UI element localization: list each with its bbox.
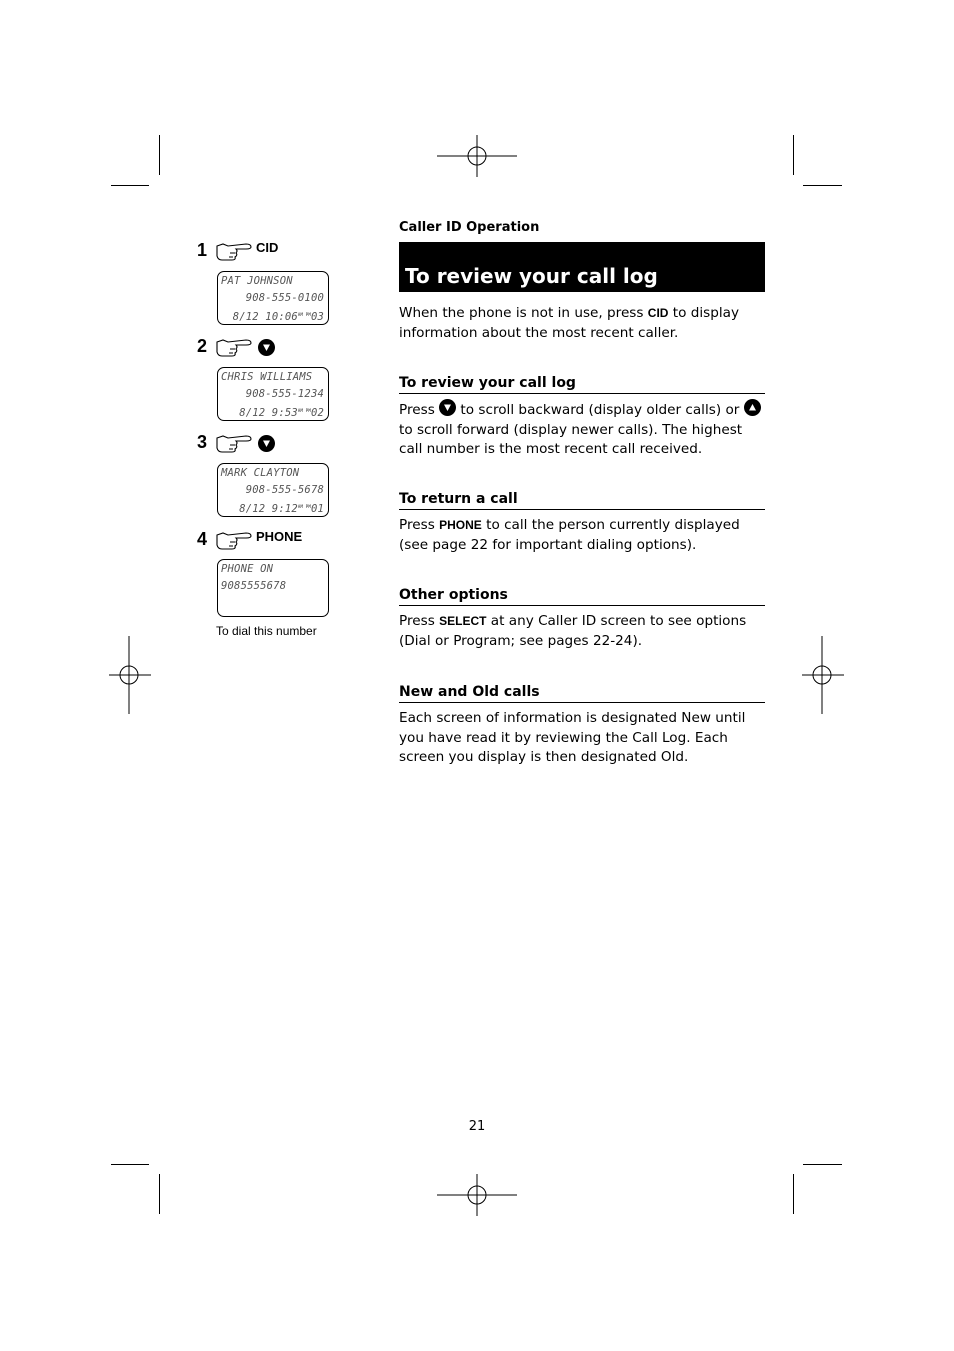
lcd-status-line: PHONE ON bbox=[221, 563, 274, 575]
lcd-screen bbox=[217, 559, 329, 617]
title-bar bbox=[399, 242, 765, 292]
step-number: 2 bbox=[197, 336, 208, 356]
crop-mark bbox=[111, 1164, 149, 1165]
subheading-other-options: Other options bbox=[399, 586, 765, 606]
up-arrow-button-icon bbox=[744, 399, 761, 416]
cid-key-label: CID bbox=[256, 240, 279, 255]
crop-mark bbox=[803, 1164, 842, 1165]
lcd-call-count: 01 bbox=[310, 503, 324, 515]
pointing-hand-icon bbox=[216, 336, 254, 358]
lcd-screen bbox=[217, 463, 329, 517]
down-arrow-button-icon bbox=[439, 399, 456, 416]
new-old-paragraph: Each screen of information is designated New until you have read it by reviewing the Call Log. Each screen you display is then designated Old. bbox=[399, 710, 746, 765]
lcd-caller-number: 908-555-1234 bbox=[245, 388, 324, 400]
lcd-call-time: 8/12 $10:06^{AM PM}03$ bbox=[232, 311, 324, 323]
lcd-caller-name: CHRIS WILLIAMS bbox=[221, 371, 313, 383]
lcd-caller-number: 908-555-5678 bbox=[245, 484, 324, 496]
down-arrow-button-icon bbox=[258, 339, 275, 356]
step-number: 4 bbox=[197, 529, 208, 549]
lcd-caller-name: PAT JOHNSON bbox=[221, 275, 293, 287]
lcd-caller-name: MARK CLAYTON bbox=[221, 467, 300, 479]
subheading-review-call-log: To review your call log bbox=[399, 374, 765, 394]
pointing-hand-icon bbox=[216, 529, 254, 551]
intro-paragraph: When the phone is not in use, press CID to display information about the most recent caller. bbox=[399, 305, 740, 341]
lcd-caller-number: 908-555-0100 bbox=[245, 292, 324, 304]
lcd-am-pm: AM PM bbox=[297, 408, 311, 413]
phone-key-label: PHONE bbox=[439, 518, 482, 532]
pointing-hand-icon bbox=[216, 432, 254, 454]
lcd-am-pm: AM PM bbox=[297, 504, 311, 509]
lcd-screen bbox=[217, 271, 329, 325]
page-title: To review your call log bbox=[405, 264, 658, 288]
other-options-paragraph: Press SELECT at any Caller ID screen to see options (Dial or Program; see pages 22-24). bbox=[399, 613, 747, 649]
lcd-screen bbox=[217, 367, 329, 421]
phone-key-label: PHONE bbox=[256, 529, 303, 544]
lcd-call-time: 8/12 $9:12^{AM PM}01$ bbox=[239, 503, 324, 515]
step-number: 1 bbox=[197, 240, 208, 260]
registration-mark-icon bbox=[437, 1174, 517, 1216]
lcd-dial-number: 9085555678 bbox=[221, 580, 287, 592]
registration-mark-icon bbox=[802, 636, 844, 714]
review-paragraph: Press to scroll backward (display older calls) or to scroll forward (display newer calls). The highest call number is the most recent call received. bbox=[399, 399, 765, 460]
lcd-call-count: 03 bbox=[310, 311, 324, 323]
crop-mark bbox=[111, 185, 149, 186]
cid-key-label: CID bbox=[647, 306, 669, 320]
lcd-call-time: 8/12 $9:53^{AM PM}02$ bbox=[239, 407, 324, 419]
down-arrow-button-icon bbox=[258, 435, 275, 452]
registration-mark-icon bbox=[437, 135, 517, 177]
return-paragraph: Press PHONE to call the person currently displayed (see page 22 for important dialing options). bbox=[399, 517, 740, 553]
dial-caption: To dial this number bbox=[216, 624, 317, 638]
registration-mark-icon bbox=[109, 636, 151, 714]
subheading-return-call: To return a call bbox=[399, 490, 765, 510]
crop-mark bbox=[803, 185, 842, 186]
section-label: Caller ID Operation bbox=[399, 220, 540, 235]
crop-mark bbox=[159, 135, 160, 175]
subheading-new-old-calls: New and Old calls bbox=[399, 683, 765, 703]
crop-mark bbox=[159, 1174, 160, 1214]
select-key-label: SELECT bbox=[439, 614, 487, 628]
pointing-hand-icon bbox=[216, 240, 254, 262]
page-number: 21 bbox=[468, 1119, 486, 1134]
step-number: 3 bbox=[197, 432, 208, 452]
lcd-call-count: 02 bbox=[310, 407, 324, 419]
crop-mark bbox=[793, 135, 794, 175]
crop-mark bbox=[793, 1174, 794, 1214]
lcd-am-pm: AM PM bbox=[297, 312, 311, 317]
